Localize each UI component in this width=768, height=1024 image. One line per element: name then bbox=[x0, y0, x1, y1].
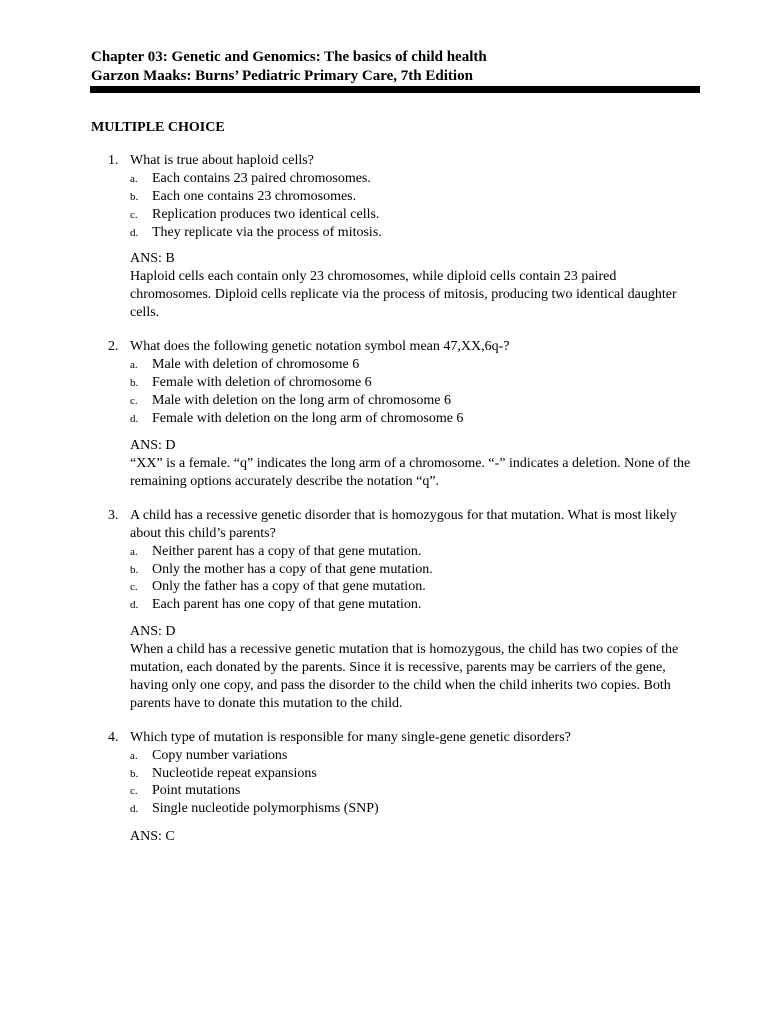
option-b bbox=[130, 374, 705, 392]
question-number: 1. bbox=[108, 153, 119, 168]
question-stem: What is true about haploid cells? bbox=[130, 153, 314, 168]
option-text: Nucleotide repeat expansions bbox=[152, 766, 317, 781]
option-text: Only the mother has a copy of that gene mutation. bbox=[152, 562, 433, 577]
question-number: 3. bbox=[108, 508, 119, 523]
option-a bbox=[130, 747, 705, 765]
option-text: Each one contains 23 chromosomes. bbox=[152, 189, 357, 204]
option-letter: a. bbox=[130, 750, 138, 762]
option-letter: d. bbox=[130, 413, 139, 425]
option-text: Only the father has a copy of that gene mutation. bbox=[152, 579, 426, 594]
answer-rationale: Haploid cells each contain only 23 chromosomes, while diploid cells contain 23 paired chromosomes. Diploid cells replicate via the process of mitosis, producing two identical daughter cells. bbox=[130, 269, 677, 320]
option-letter: b. bbox=[130, 377, 139, 389]
option-text: Male with deletion on the long arm of chromosome 6 bbox=[152, 393, 451, 408]
option-text: Point mutations bbox=[152, 783, 241, 798]
question-stem: What does the following genetic notation symbol mean 47,XX,6q-? bbox=[130, 339, 510, 354]
option-text: Female with deletion on the long arm of chromosome 6 bbox=[152, 411, 464, 426]
question-number: 4. bbox=[108, 730, 119, 745]
option-b bbox=[130, 765, 705, 783]
answer-rationale: When a child has a recessive genetic mutation that is homozygous, the child has two copies of the mutation, each donated by the parents. Since it is recessive, parents may be carriers of the gene, having only one copy, and pass the disorder to the child when the child inherits two copies. Both parents have to donate this mutation to the child. bbox=[130, 642, 679, 711]
option-text: Each parent has one copy of that gene mutation. bbox=[152, 597, 422, 612]
option-c bbox=[130, 206, 705, 224]
option-a bbox=[130, 543, 705, 561]
question-stem: A child has a recessive genetic disorder that is homozygous for that mutation. What is most likely about this child’s parents? bbox=[130, 508, 677, 541]
chapter-title: Chapter 03: Genetic and Genomics: The basics of child health bbox=[91, 49, 487, 65]
option-letter: c. bbox=[130, 581, 138, 593]
option-letter: a. bbox=[130, 359, 138, 371]
option-letter: c. bbox=[130, 395, 138, 407]
option-d bbox=[130, 596, 705, 614]
option-d bbox=[130, 800, 705, 818]
option-a bbox=[130, 356, 705, 374]
option-letter: a. bbox=[130, 173, 138, 185]
answer-key: ANS: C bbox=[130, 829, 175, 844]
answer-key: ANS: B bbox=[130, 251, 175, 266]
option-letter: d. bbox=[130, 227, 139, 239]
option-letter: c. bbox=[130, 209, 138, 221]
answer-key: ANS: D bbox=[130, 438, 176, 453]
header-rule bbox=[90, 86, 700, 93]
option-text: Single nucleotide polymorphisms (SNP) bbox=[152, 801, 379, 816]
answer-key: ANS: D bbox=[130, 624, 176, 639]
option-d bbox=[130, 410, 705, 428]
option-text: Female with deletion of chromosome 6 bbox=[152, 375, 372, 390]
option-letter: a. bbox=[130, 546, 138, 558]
option-c bbox=[130, 782, 705, 800]
document-header bbox=[91, 48, 487, 86]
question-number: 2. bbox=[108, 339, 119, 354]
option-text: Copy number variations bbox=[152, 748, 288, 763]
option-letter: b. bbox=[130, 768, 139, 780]
option-text: Each contains 23 paired chromosomes. bbox=[152, 171, 371, 186]
option-d bbox=[130, 224, 705, 242]
option-text: Replication produces two identical cells. bbox=[152, 207, 380, 222]
book-title: Garzon Maaks: Burns’ Pediatric Primary Care, 7th Edition bbox=[91, 68, 473, 84]
option-letter: b. bbox=[130, 564, 139, 576]
answer-rationale: “XX” is a female. “q” indicates the long arm of a chromosome. “-” indicates a deletion. None of the remaining options accurately describe the notation “q”. bbox=[130, 456, 691, 489]
option-letter: c. bbox=[130, 785, 138, 797]
option-text: Neither parent has a copy of that gene mutation. bbox=[152, 544, 422, 559]
option-b bbox=[130, 188, 705, 206]
section-title: MULTIPLE CHOICE bbox=[91, 120, 225, 135]
option-letter: d. bbox=[130, 803, 139, 815]
option-text: They replicate via the process of mitosis. bbox=[152, 225, 382, 240]
option-b bbox=[130, 561, 705, 579]
option-a bbox=[130, 170, 705, 188]
option-c bbox=[130, 578, 705, 596]
option-letter: d. bbox=[130, 599, 139, 611]
option-letter: b. bbox=[130, 191, 139, 203]
option-text: Male with deletion of chromosome 6 bbox=[152, 357, 360, 372]
option-c bbox=[130, 392, 705, 410]
question-stem: Which type of mutation is responsible for many single-gene genetic disorders? bbox=[130, 730, 571, 745]
